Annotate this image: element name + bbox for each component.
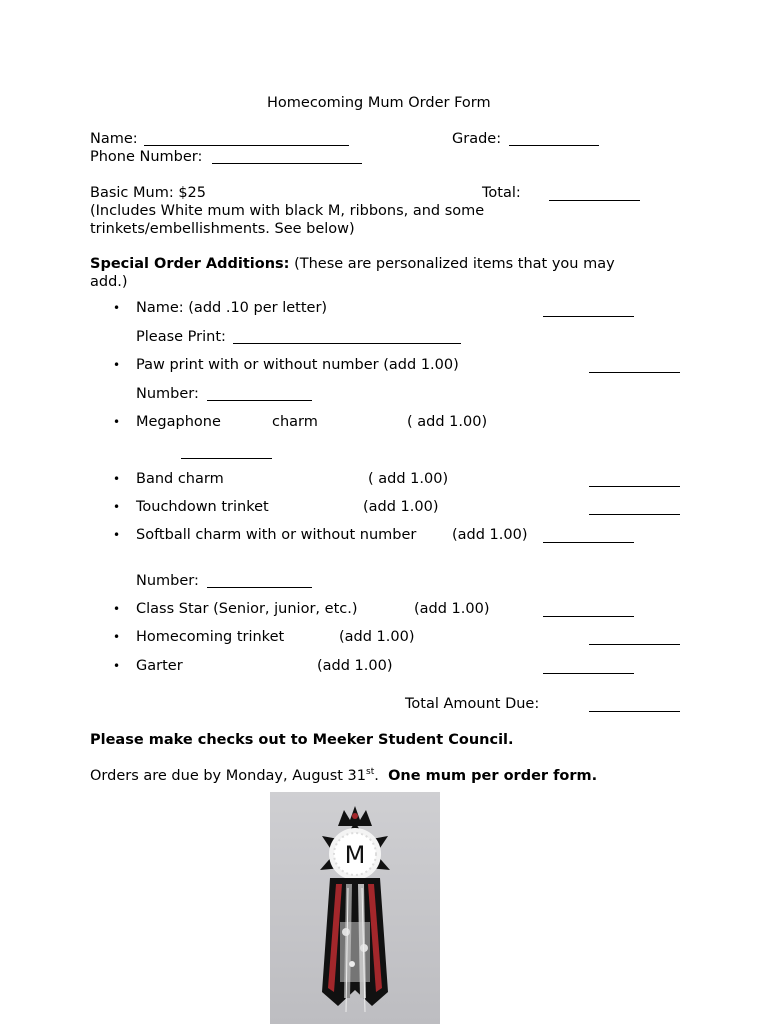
item-band-label: Band charm [136, 471, 224, 487]
bullet: • [113, 415, 121, 429]
mum-illustration [270, 792, 440, 1024]
basic-desc-line2: trinkets/embellishments. See below) [90, 221, 355, 237]
item-softball-blank[interactable] [543, 542, 634, 543]
bullet: • [113, 472, 121, 486]
phone-blank[interactable] [212, 163, 362, 164]
please-print-label: Please Print: [136, 329, 226, 345]
item-classstar-label: Class Star (Senior, junior, etc.) [136, 601, 358, 617]
bullet: • [113, 659, 121, 673]
due-note [90, 767, 597, 785]
special-note: (These are personalized items that you may [289, 256, 615, 272]
bullet: • [113, 528, 121, 542]
bullet: • [113, 630, 121, 644]
total-due-blank[interactable] [589, 711, 680, 712]
bullet: • [113, 358, 121, 372]
special-heading-line [90, 255, 615, 273]
one-mum-note: One mum per order form. [388, 768, 598, 784]
total-due-label: Total Amount Due: [405, 696, 540, 712]
item-megaphone-blank[interactable] [181, 458, 272, 459]
grade-blank[interactable] [509, 145, 599, 146]
item-name-label: Name: (add .10 per letter) [136, 300, 328, 316]
item-classstar-blank[interactable] [543, 616, 634, 617]
checks-note: Please make checks out to Meeker Student Council. [90, 732, 514, 748]
item-homecoming-price: (add 1.00) [339, 629, 415, 645]
bullet: • [113, 500, 121, 514]
item-garter-price: (add 1.00) [317, 658, 393, 674]
basic-total-blank[interactable] [549, 200, 640, 201]
item-softball-price: (add 1.00) [452, 527, 528, 543]
basic-total-label: Total: [482, 185, 521, 201]
due-sup: st [366, 767, 375, 778]
softball-number-label: Number: [136, 573, 199, 589]
softball-number-blank[interactable] [207, 587, 312, 588]
name-blank[interactable] [144, 145, 349, 146]
item-paw-label: Paw print with or without number (add 1.00) [136, 357, 459, 373]
due-suffix: . [374, 768, 389, 784]
item-band-blank[interactable] [589, 486, 680, 487]
name-label: Name: [90, 131, 138, 147]
bullet: • [113, 301, 121, 315]
please-print-blank[interactable] [233, 343, 461, 344]
special-heading: Special Order Additions: [90, 256, 290, 272]
basic-desc-line1: (Includes White mum with black M, ribbons, and some [90, 203, 485, 219]
special-note-line2: add.) [90, 274, 128, 290]
item-megaphone-price: ( add 1.00) [407, 414, 488, 430]
form-title: Homecoming Mum Order Form [267, 95, 491, 111]
grade-label: Grade: [452, 131, 502, 147]
item-classstar-price: (add 1.00) [414, 601, 490, 617]
item-band-price: ( add 1.00) [368, 471, 449, 487]
mum-letter: M [344, 841, 366, 869]
mum-photo [270, 792, 440, 1024]
item-name-blank[interactable] [543, 316, 634, 317]
phone-label: Phone Number: [90, 149, 203, 165]
item-megaphone-charm: charm [272, 414, 318, 430]
basic-mum-label: Basic Mum: $25 [90, 185, 206, 201]
item-touchdown-price: (add 1.00) [363, 499, 439, 515]
item-homecoming-blank[interactable] [589, 644, 680, 645]
item-garter-label: Garter [136, 658, 183, 674]
item-softball-label: Softball charm with or without number [136, 527, 417, 543]
item-touchdown-label: Touchdown trinket [136, 499, 269, 515]
item-touchdown-blank[interactable] [589, 514, 680, 515]
paw-number-blank[interactable] [207, 400, 312, 401]
item-homecoming-label: Homecoming trinket [136, 629, 285, 645]
item-megaphone-label: Megaphone [136, 414, 221, 430]
item-paw-blank[interactable] [589, 372, 680, 373]
bullet: • [113, 602, 121, 616]
paw-number-label: Number: [136, 386, 199, 402]
item-garter-blank[interactable] [543, 673, 634, 674]
due-prefix: Orders are due by Monday, August 31 [90, 768, 367, 784]
